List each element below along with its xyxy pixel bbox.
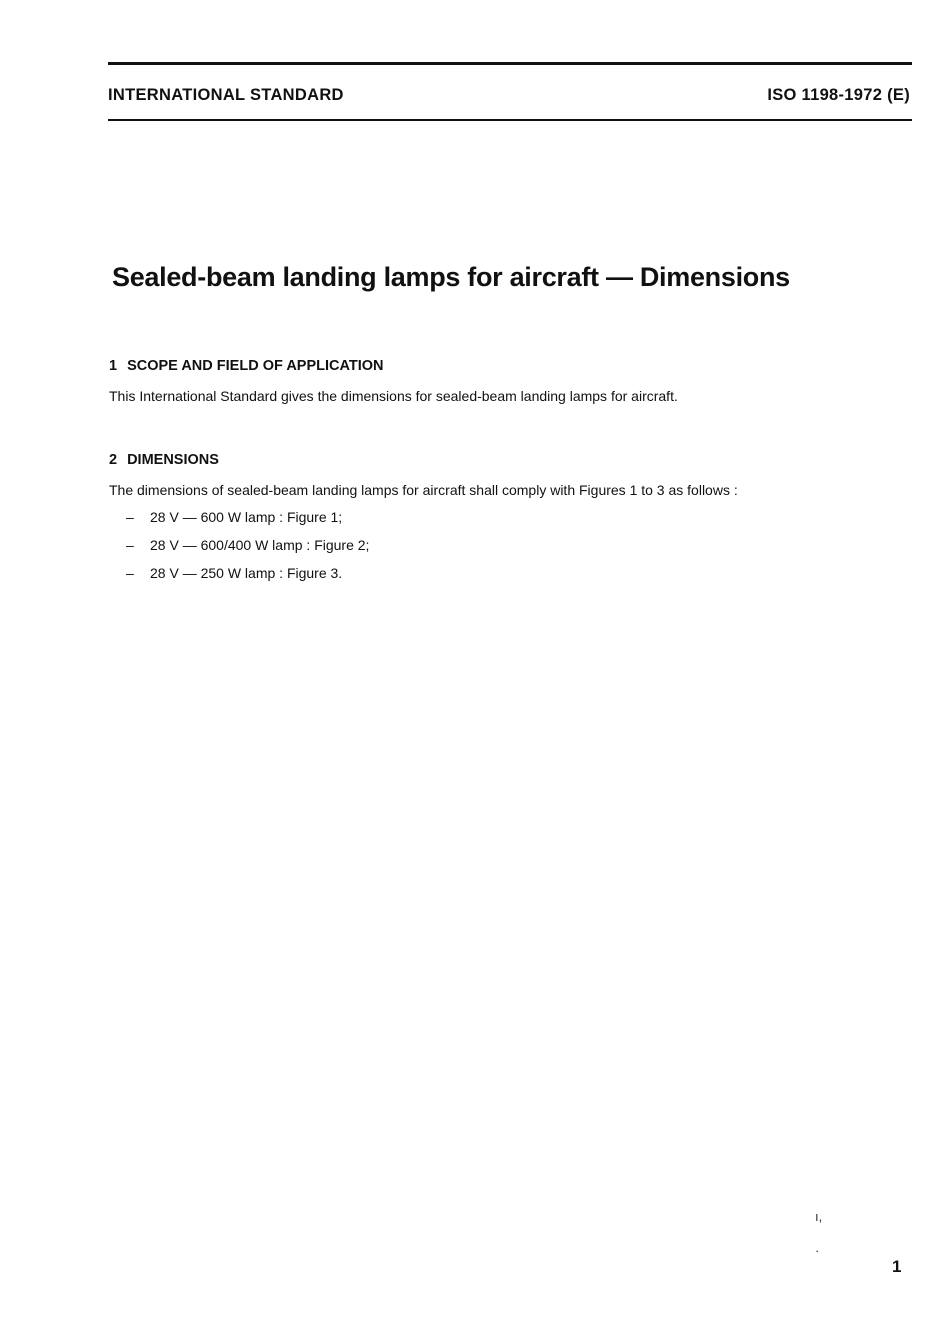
section-number: 2 [109, 452, 118, 468]
standard-number: ISO 1198-1972 (E) [767, 86, 910, 104]
section-paragraph: The dimensions of sealed-beam landing lamps for aircraft shall comply with Figures 1 to 3 as follows : [109, 482, 738, 498]
lamp-figure-list [109, 508, 909, 592]
section-scope [109, 358, 909, 414]
list-item-text: 28 V — 600/400 W lamp : Figure 2; [150, 537, 370, 553]
section-title: SCOPE AND FIELD OF APPLICATION [127, 358, 384, 374]
page-number: 1 [892, 1257, 902, 1276]
dash-bullet: – [126, 509, 134, 525]
section-heading [109, 452, 909, 468]
dash-bullet: – [126, 537, 134, 553]
section-paragraph: This International Standard gives the dimensions for sealed-beam landing lamps for aircraft. [109, 388, 678, 404]
header-bottom-rule [108, 119, 912, 121]
scan-specks: ı, · [815, 1209, 823, 1258]
list-item [126, 508, 909, 536]
list-item [126, 536, 909, 564]
section-heading [109, 358, 909, 374]
section-title: DIMENSIONS [127, 452, 219, 468]
list-item-text: 28 V — 250 W lamp : Figure 3. [150, 565, 343, 581]
header-top-rule [108, 62, 912, 65]
document-title: Sealed-beam landing lamps for aircraft — Dimensions [112, 262, 790, 292]
document-type-label: INTERNATIONAL STANDARD [108, 86, 344, 104]
list-item [126, 564, 909, 592]
dash-bullet: – [126, 565, 134, 581]
section-number: 1 [109, 358, 118, 374]
section-dimensions [109, 452, 909, 592]
list-item-text: 28 V — 600 W lamp : Figure 1; [150, 509, 343, 525]
